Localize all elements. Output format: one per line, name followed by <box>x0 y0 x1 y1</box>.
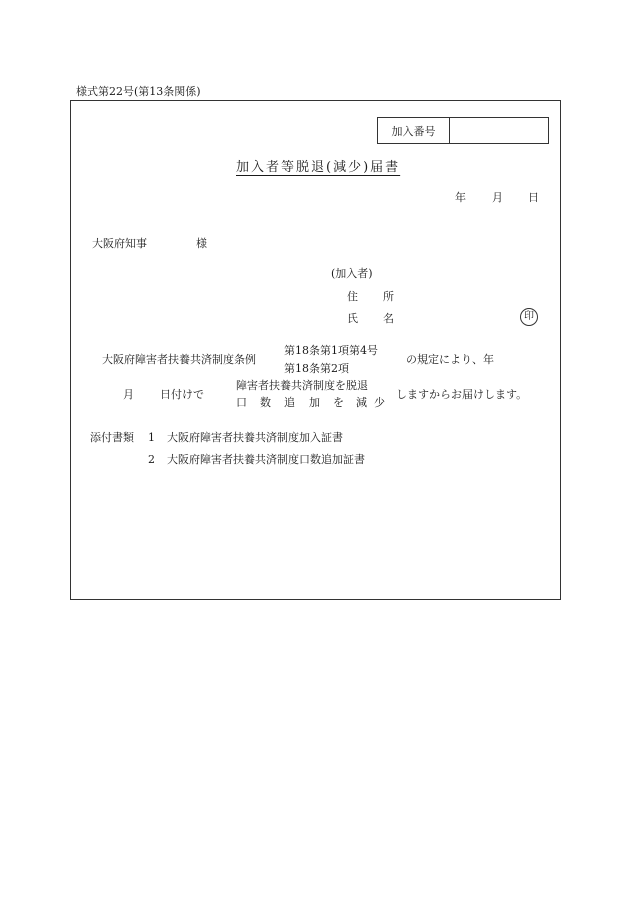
membership-number-label: 加入番号 <box>378 118 450 143</box>
ordinance-name: 大阪府障害者扶養共済制度条例 <box>102 353 256 366</box>
date-year-label: 年 <box>455 191 466 204</box>
date-month-label: 月 <box>492 191 503 204</box>
option-reduce-char: 追 <box>284 396 295 409</box>
addressee-name: 大阪府知事 <box>92 237 147 250</box>
address-label-char: 住 <box>347 290 358 303</box>
attachments-label: 添付書類 <box>90 431 134 444</box>
option-reduce-char: 口 <box>236 396 247 409</box>
date-suffix-text: 日付けで <box>160 388 204 401</box>
option-withdrawal: 障害者扶養共済制度を脱退 <box>236 379 368 392</box>
seal-mark-icon: 印 <box>520 308 538 326</box>
option-reduce-char: 数 <box>260 396 271 409</box>
date-day-label: 日 <box>528 191 539 204</box>
attachment-item: 大阪府障害者扶養共済制度口数追加証書 <box>167 453 365 466</box>
option-reduce-char: 減 <box>356 396 367 409</box>
provision-text: の規定により、年 <box>406 353 494 366</box>
membership-number-box <box>377 117 549 144</box>
attachment-item: 大阪府障害者扶養共済制度加入証書 <box>167 431 343 444</box>
form-number-label: 様式第22号(第13条関係) <box>76 85 201 98</box>
name-label-char: 名 <box>383 312 394 325</box>
form-title: 加入者等脱退(減少)届書 <box>236 160 401 175</box>
option-reduce-char: を <box>333 396 344 409</box>
membership-number-field[interactable] <box>450 118 548 143</box>
option-reduce-char: 少 <box>374 396 385 409</box>
name-label-char: 氏 <box>347 312 358 325</box>
attachment-number: 2 <box>148 453 155 466</box>
clause-option-2: 第18条第2項 <box>284 362 349 375</box>
addressee-honorific: 様 <box>196 237 207 250</box>
address-label-char: 所 <box>383 290 394 303</box>
option-reduce-char: 加 <box>309 396 320 409</box>
month-label: 月 <box>123 388 134 401</box>
clause-option-1: 第18条第1項第4号 <box>284 344 378 357</box>
closing-text: しますからお届けします。 <box>396 388 528 401</box>
member-heading: (加入者) <box>331 267 373 280</box>
attachment-number: 1 <box>148 431 155 444</box>
